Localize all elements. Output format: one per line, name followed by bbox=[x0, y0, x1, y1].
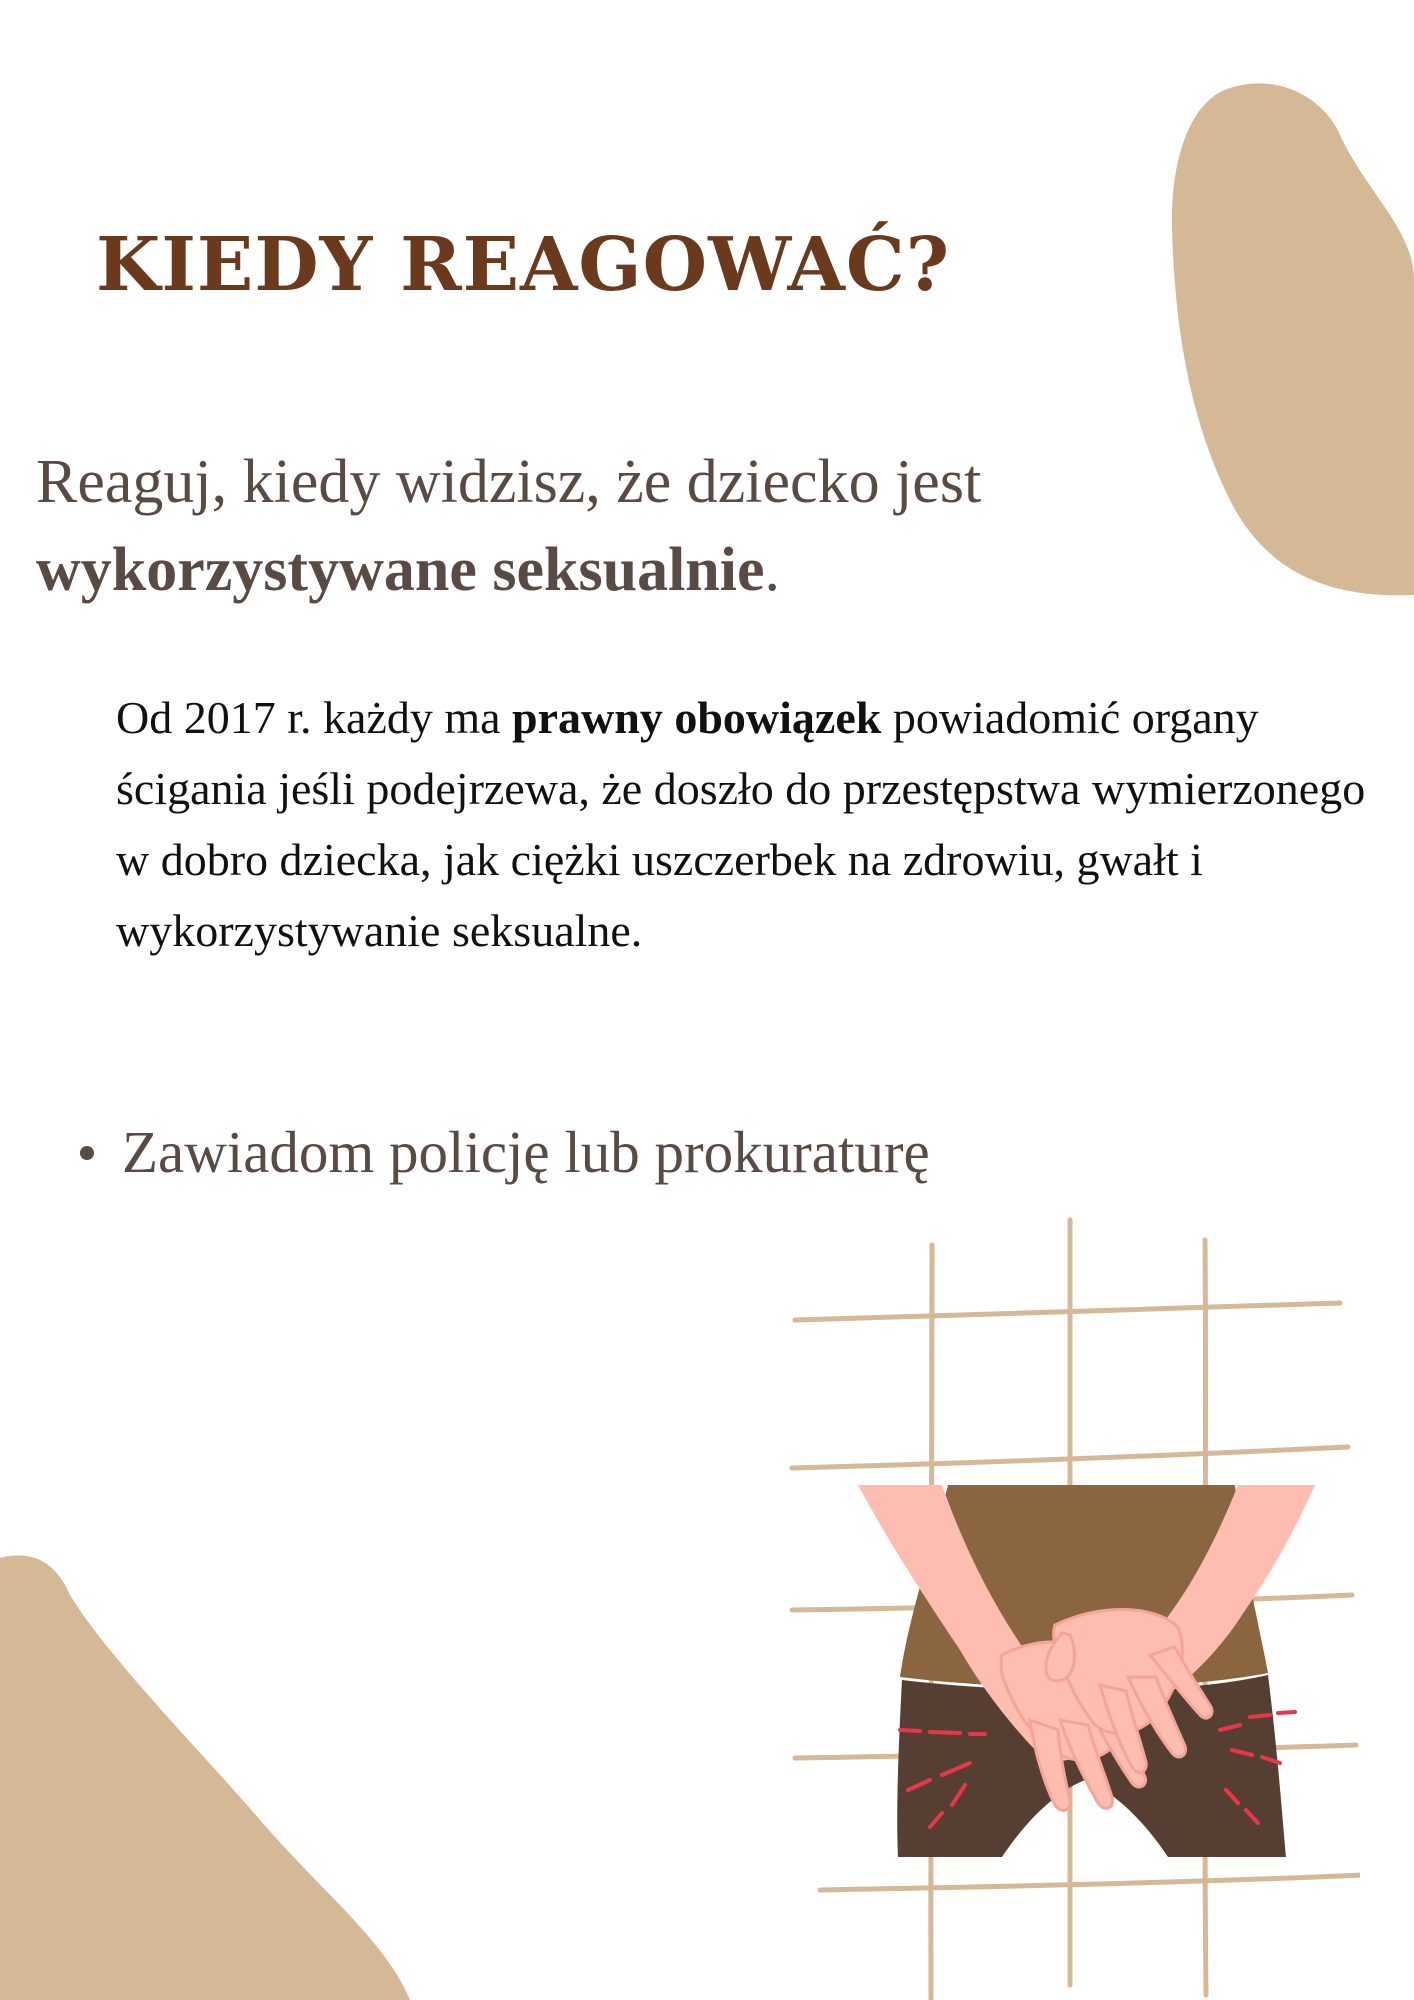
lead-text-part2: . bbox=[764, 536, 781, 604]
paragraph-part1: Od 2017 r. każdy ma bbox=[116, 692, 513, 743]
page-title: KIEDY REAGOWAĆ? bbox=[96, 222, 951, 308]
paragraph-bold: prawny obowiązek bbox=[512, 692, 882, 743]
decorative-blob-bottom-left bbox=[0, 1550, 420, 2000]
lead-text-bold: wykorzystywane seksualnie bbox=[36, 536, 765, 604]
lead-text-part1: Reaguj, kiedy widzisz, że dziecko jest bbox=[36, 448, 982, 516]
list-item bbox=[80, 1118, 930, 1187]
legal-obligation-paragraph bbox=[116, 682, 1366, 966]
bullet-icon bbox=[80, 1146, 94, 1160]
action-list bbox=[80, 1118, 930, 1187]
list-item-text: Zawiadom policję lub prokuraturę bbox=[122, 1119, 930, 1185]
lead-text bbox=[36, 438, 1136, 614]
child-covering-groin-illustration bbox=[780, 1215, 1360, 2000]
paragraph-part2: powiadomić organy ścigania jeśli podejrzewa, że doszło do przestępstwa wymierzonego w dobro dziecka, jak ciężki uszczerbek na zdrowiu, gwałt i wykorzystywanie seksualne. bbox=[116, 692, 1366, 956]
decorative-blob-top-right bbox=[1170, 80, 1414, 600]
